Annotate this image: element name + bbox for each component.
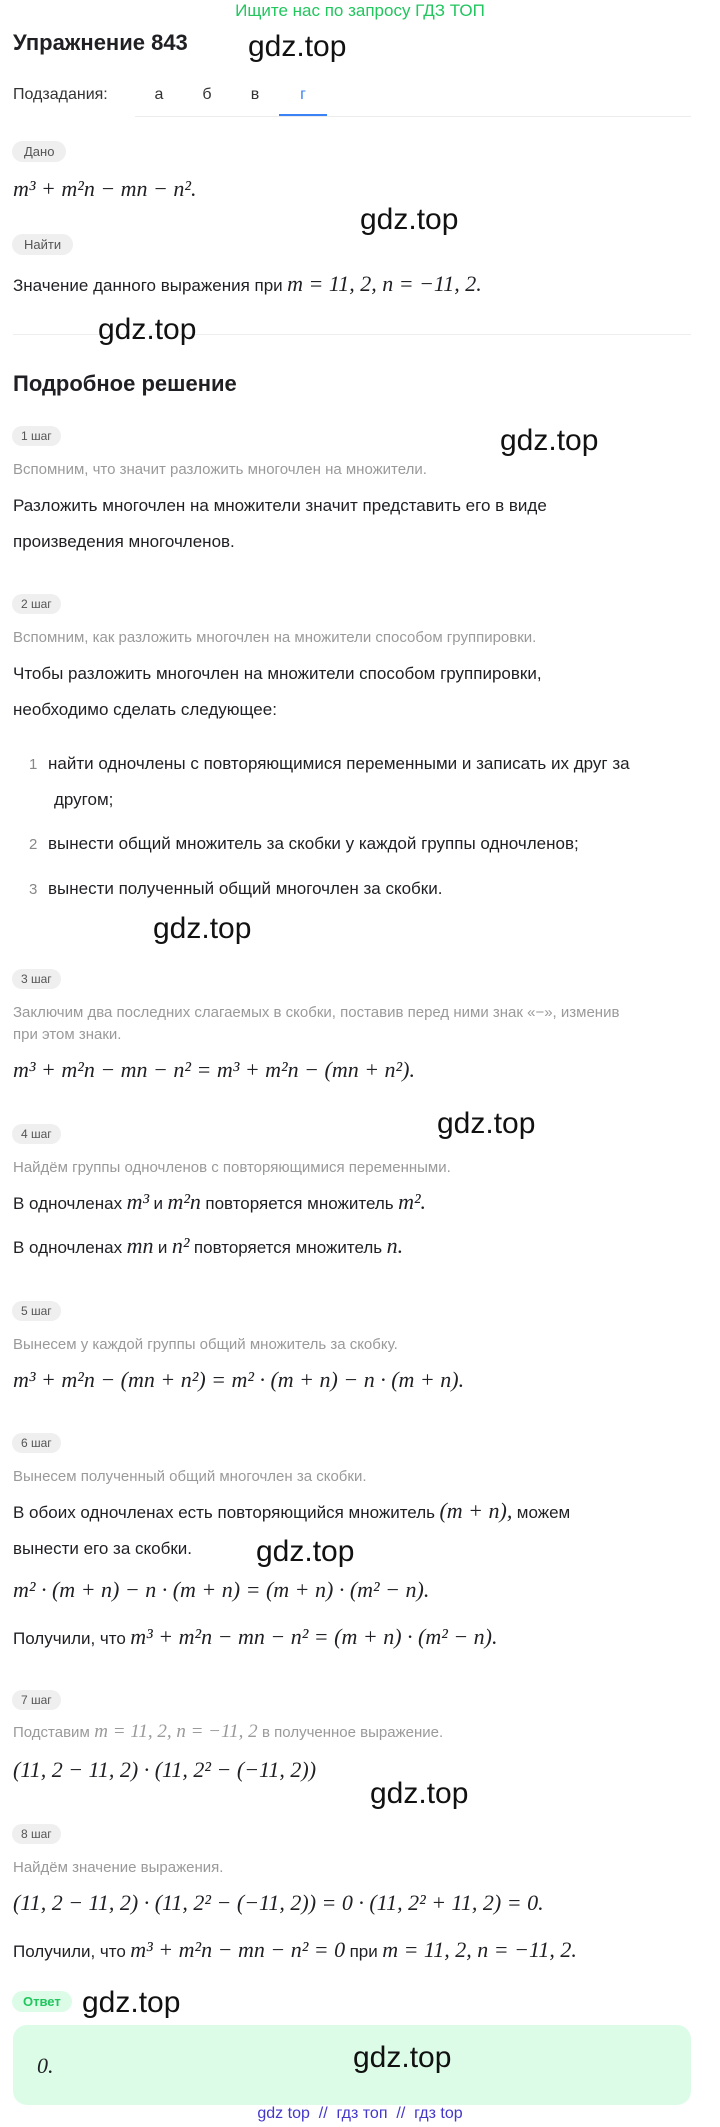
tabs-divider — [135, 116, 691, 117]
step-6-math: m² · (m + n) − n · (m + n) = (m + n) · (m² − n). — [13, 1577, 430, 1602]
list-number: 1 — [29, 756, 38, 773]
footer-links[interactable]: gdz top // гдз топ // гдз top — [257, 2105, 463, 2122]
step-8-math: m³ + m²n − mn − n² = 0 — [130, 1937, 346, 1962]
step-4-math: m²n — [167, 1189, 201, 1214]
step-3-math: m³ + m²n − mn − n² = m³ + m²n − (mn + n²). — [13, 1057, 415, 1082]
step-6-line-1 — [13, 1495, 570, 1531]
step-4-math: n² — [171, 1233, 190, 1258]
step-4-text: и — [153, 1194, 163, 1213]
given-expression: m³ + m²n − mn − n². — [13, 176, 197, 201]
solution-title: Подробное решение — [13, 371, 237, 396]
step-7-hint — [13, 1721, 443, 1743]
step-8-hint: Найдём значение выражения. — [13, 1859, 224, 1876]
step-8-text: Получили, что — [13, 1942, 126, 1961]
given-chip: Дано — [12, 141, 66, 162]
step-1-line-2: произведения многочленов. — [13, 532, 235, 551]
tab-g[interactable]: г — [279, 76, 327, 116]
watermark: gdz.top — [153, 912, 252, 945]
step-7-hint-math: m = 11, 2, n = −11, 2 — [94, 1721, 258, 1742]
step-7-hint-text: в полученное выражение. — [262, 1724, 444, 1741]
watermark: gdz.top — [82, 1986, 181, 2019]
step-3-hint-1: Заключим два последних слагаемых в скобки, поставив перед ними знак «−», изменив — [13, 1004, 620, 1021]
step-5-math: m³ + m²n − (mn + n²) = m² · (m + n) − n · (m + n). — [13, 1367, 465, 1392]
step-3-hint-2: при этом знаки. — [13, 1026, 122, 1043]
step-6-hint: Вынесем полученный общий многочлен за скобки. — [13, 1468, 367, 1485]
answer-value: 0. — [37, 2053, 54, 2078]
step-8-math: m = 11, 2, n = −11, 2. — [382, 1937, 577, 1962]
step-7-math: (11, 2 − 11, 2) · (11, 2² − (−11, 2)) — [13, 1757, 317, 1782]
step-4-text: повторяется множитель — [193, 1238, 383, 1257]
step-6-math: (m + n), — [439, 1498, 513, 1523]
step-8-chip: 8 шаг — [12, 1824, 61, 1844]
find-line — [13, 268, 482, 304]
step-6-text: можем — [516, 1503, 571, 1522]
step-4-text: В одночленах — [13, 1194, 123, 1213]
step-1-chip: 1 шаг — [12, 426, 61, 446]
answer-chip: Ответ — [12, 1991, 72, 2012]
watermark: gdz.top — [98, 313, 197, 346]
step-2-line-1: Чтобы разложить многочлен на множители способом группировки, — [13, 664, 542, 683]
step-8-result — [13, 1934, 577, 1970]
find-math: m = 11, 2, n = −11, 2. — [287, 271, 482, 296]
step-4-text: повторяется множитель — [205, 1194, 394, 1213]
step-4-math: n. — [386, 1233, 404, 1258]
watermark: gdz.top — [370, 1777, 469, 1810]
step-2-line-2: необходимо сделать следующее: — [13, 700, 277, 719]
answer-box — [13, 2025, 691, 2105]
list-item-1-line-1: найти одночлены с повторяющимися переменными и записать их друг за — [48, 754, 630, 773]
subtasks-label: Подзадания: — [13, 86, 108, 103]
watermark: gdz.top — [353, 2041, 452, 2074]
watermark: gdz.top — [360, 203, 459, 236]
step-7-chip: 7 шаг — [12, 1690, 61, 1710]
step-4-text: и — [157, 1238, 168, 1257]
tab-b[interactable]: б — [202, 86, 212, 103]
find-chip: Найти — [12, 234, 73, 255]
watermark: gdz.top — [500, 424, 599, 457]
step-4-math: m². — [398, 1189, 427, 1214]
step-8-math: (11, 2 − 11, 2) · (11, 2² − (−11, 2)) = 0 · (11, 2² + 11, 2) = 0. — [13, 1890, 544, 1915]
step-5-hint: Вынесем у каждой группы общий множитель за скобку. — [13, 1336, 398, 1353]
step-8-text: при — [349, 1942, 378, 1961]
page-title: Упражнение 843 — [13, 30, 188, 55]
find-text: Значение данного выражения при — [13, 276, 283, 295]
step-6-text: В обоих одночленах есть повторяющийся множитель — [13, 1503, 435, 1522]
list-item-1-line-2: другом; — [54, 790, 114, 809]
step-5-chip: 5 шаг — [12, 1301, 61, 1321]
tab-v[interactable]: в — [250, 86, 260, 103]
step-2-hint: Вспомним, как разложить многочлен на множители способом группировки. — [13, 629, 537, 646]
step-2-chip: 2 шаг — [12, 594, 61, 614]
step-7-hint-text: Подставим — [13, 1724, 90, 1741]
step-4-line-2 — [13, 1230, 403, 1266]
list-number: 3 — [29, 881, 38, 898]
step-4-hint: Найдём группы одночленов с повторяющимися переменными. — [13, 1159, 451, 1176]
step-6-chip: 6 шаг — [12, 1433, 61, 1453]
watermark: gdz.top — [248, 30, 347, 63]
step-6-text: Получили, что — [13, 1629, 126, 1648]
subtask-tabs — [135, 76, 691, 116]
step-4-line-1 — [13, 1186, 426, 1222]
step-4-math: mn — [126, 1233, 154, 1258]
list-item-3: вынести полученный общий многочлен за скобки. — [48, 879, 443, 898]
step-1-line-1: Разложить многочлен на множители значит представить его в виде — [13, 496, 547, 515]
step-1-hint: Вспомним, что значит разложить многочлен на множители. — [13, 461, 427, 478]
step-4-text: В одночленах — [13, 1238, 123, 1257]
step-6-math: m³ + m²n − mn − n² = (m + n) · (m² − n). — [130, 1624, 498, 1649]
list-number: 2 — [29, 836, 38, 853]
step-4-chip: 4 шаг — [12, 1124, 61, 1144]
list-item-2: вынести общий множитель за скобки у каждой группы одночленов; — [48, 834, 579, 853]
watermark: gdz.top — [256, 1535, 355, 1568]
step-4-math: m³ — [126, 1189, 150, 1214]
watermark: gdz.top — [437, 1107, 536, 1140]
step-6-line-2: вынести его за скобки. — [13, 1539, 193, 1558]
step-3-chip: 3 шаг — [12, 969, 61, 989]
tab-a[interactable]: а — [154, 86, 164, 103]
step-6-result — [13, 1621, 498, 1657]
top-banner[interactable]: Ищите нас по запросу ГДЗ ТОП — [235, 1, 485, 20]
